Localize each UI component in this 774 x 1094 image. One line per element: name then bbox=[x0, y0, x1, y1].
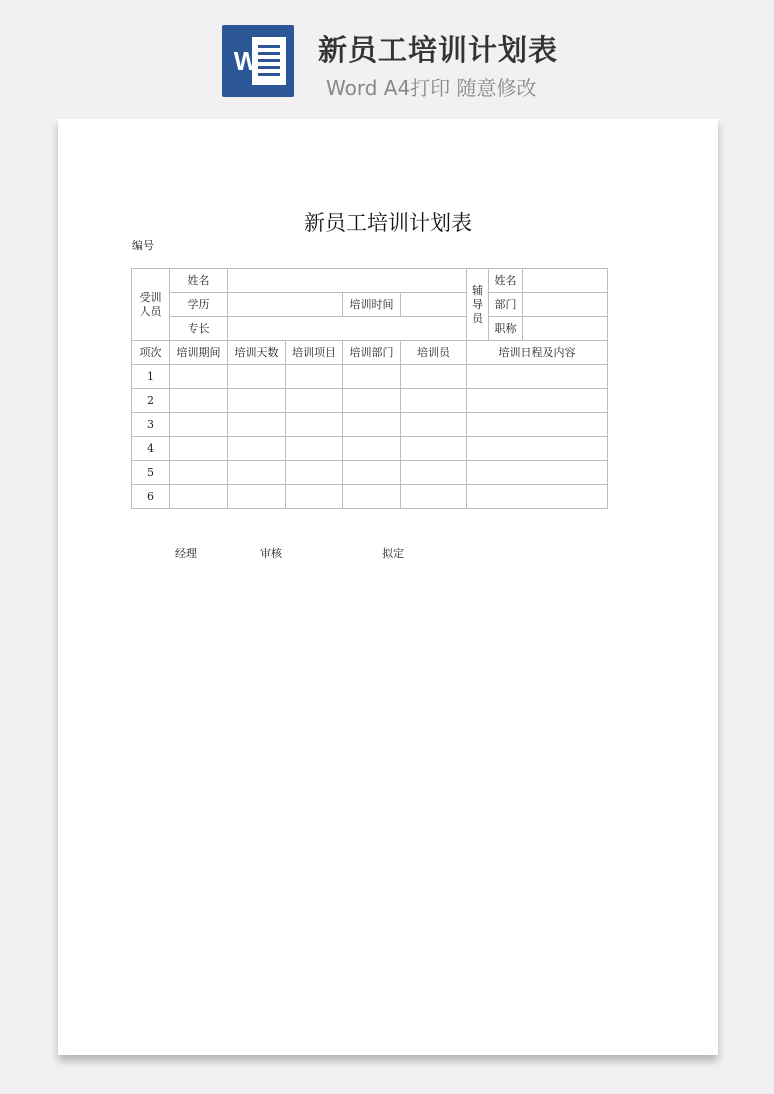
row-number: 3 bbox=[132, 413, 170, 437]
table-row bbox=[132, 437, 608, 461]
trainee-education-label: 学历 bbox=[170, 293, 228, 317]
table-cell[interactable] bbox=[170, 365, 228, 389]
mentor-name-field[interactable] bbox=[523, 269, 608, 293]
table-row bbox=[132, 461, 608, 485]
signature-draft: 拟定 bbox=[382, 547, 404, 560]
trainee-specialty-field[interactable] bbox=[228, 317, 467, 341]
table-cell[interactable] bbox=[286, 461, 343, 485]
mentor-name-label: 姓名 bbox=[489, 269, 523, 293]
word-icon bbox=[222, 25, 294, 97]
table-cell[interactable] bbox=[401, 413, 467, 437]
mentor-department-field[interactable] bbox=[523, 293, 608, 317]
table-cell[interactable] bbox=[228, 389, 286, 413]
table-row bbox=[132, 485, 608, 509]
banner bbox=[0, 0, 774, 118]
table-cell[interactable] bbox=[286, 365, 343, 389]
document-number-label: 编号 bbox=[132, 239, 154, 252]
column-header: 培训期间 bbox=[170, 341, 228, 365]
table-cell[interactable] bbox=[343, 437, 401, 461]
column-header: 培训日程及内容 bbox=[467, 341, 608, 365]
mentor-department-label: 部门 bbox=[489, 293, 523, 317]
column-header: 培训员 bbox=[401, 341, 467, 365]
table-cell[interactable] bbox=[343, 389, 401, 413]
table-cell[interactable] bbox=[401, 365, 467, 389]
table-row bbox=[132, 413, 608, 437]
table-cell[interactable] bbox=[170, 485, 228, 509]
row-number: 1 bbox=[132, 365, 170, 389]
training-plan-table bbox=[131, 268, 608, 509]
table-cell[interactable] bbox=[228, 413, 286, 437]
table-cell[interactable] bbox=[228, 485, 286, 509]
trainee-education-field[interactable] bbox=[228, 293, 343, 317]
table-cell[interactable] bbox=[467, 437, 608, 461]
table-cell[interactable] bbox=[286, 389, 343, 413]
word-icon-letter: W bbox=[233, 46, 259, 76]
mentor-group-label: 辅 导 员 bbox=[467, 269, 489, 341]
mentor-title-field[interactable] bbox=[523, 317, 608, 341]
table-cell[interactable] bbox=[343, 365, 401, 389]
column-header: 培训天数 bbox=[228, 341, 286, 365]
table-row bbox=[132, 365, 608, 389]
table-cell[interactable] bbox=[170, 389, 228, 413]
table-cell[interactable] bbox=[343, 485, 401, 509]
table-cell[interactable] bbox=[228, 461, 286, 485]
column-header: 培训部门 bbox=[343, 341, 401, 365]
table-cell[interactable] bbox=[401, 437, 467, 461]
table-cell[interactable] bbox=[170, 413, 228, 437]
table-cell[interactable] bbox=[286, 437, 343, 461]
row-number: 6 bbox=[132, 485, 170, 509]
table-cell[interactable] bbox=[401, 485, 467, 509]
table-cell[interactable] bbox=[467, 485, 608, 509]
table-cell[interactable] bbox=[401, 389, 467, 413]
row-number: 5 bbox=[132, 461, 170, 485]
table-cell[interactable] bbox=[170, 461, 228, 485]
banner-subtitle: Word A4打印 随意修改 bbox=[326, 76, 537, 100]
table-cell[interactable] bbox=[228, 365, 286, 389]
signature-review: 审核 bbox=[260, 547, 282, 560]
row-number: 4 bbox=[132, 437, 170, 461]
table-cell[interactable] bbox=[467, 365, 608, 389]
table-cell[interactable] bbox=[467, 413, 608, 437]
trainee-group-label: 受训 人员 bbox=[132, 269, 170, 341]
table-cell[interactable] bbox=[343, 413, 401, 437]
row-number: 2 bbox=[132, 389, 170, 413]
column-header: 项次 bbox=[132, 341, 170, 365]
banner-title: 新员工培训计划表 bbox=[318, 33, 559, 67]
document-page bbox=[58, 119, 718, 1055]
table-cell[interactable] bbox=[467, 461, 608, 485]
document-title: 新员工培训计划表 bbox=[304, 211, 472, 235]
trainee-name-label: 姓名 bbox=[170, 269, 228, 293]
table-cell[interactable] bbox=[286, 413, 343, 437]
mentor-title-label: 职称 bbox=[489, 317, 523, 341]
table-row bbox=[132, 389, 608, 413]
table-cell[interactable] bbox=[228, 437, 286, 461]
table-cell[interactable] bbox=[343, 461, 401, 485]
table-cell[interactable] bbox=[170, 437, 228, 461]
trainee-name-field[interactable] bbox=[228, 269, 467, 293]
training-time-field[interactable] bbox=[401, 293, 467, 317]
trainee-specialty-label: 专长 bbox=[170, 317, 228, 341]
schedule-header-row bbox=[132, 341, 608, 365]
training-time-label: 培训时间 bbox=[343, 293, 401, 317]
column-header: 培训项目 bbox=[286, 341, 343, 365]
watermark bbox=[89, 460, 115, 488]
signature-manager: 经理 bbox=[175, 547, 197, 560]
table-cell[interactable] bbox=[286, 485, 343, 509]
table-cell[interactable] bbox=[467, 389, 608, 413]
table-cell[interactable] bbox=[401, 461, 467, 485]
